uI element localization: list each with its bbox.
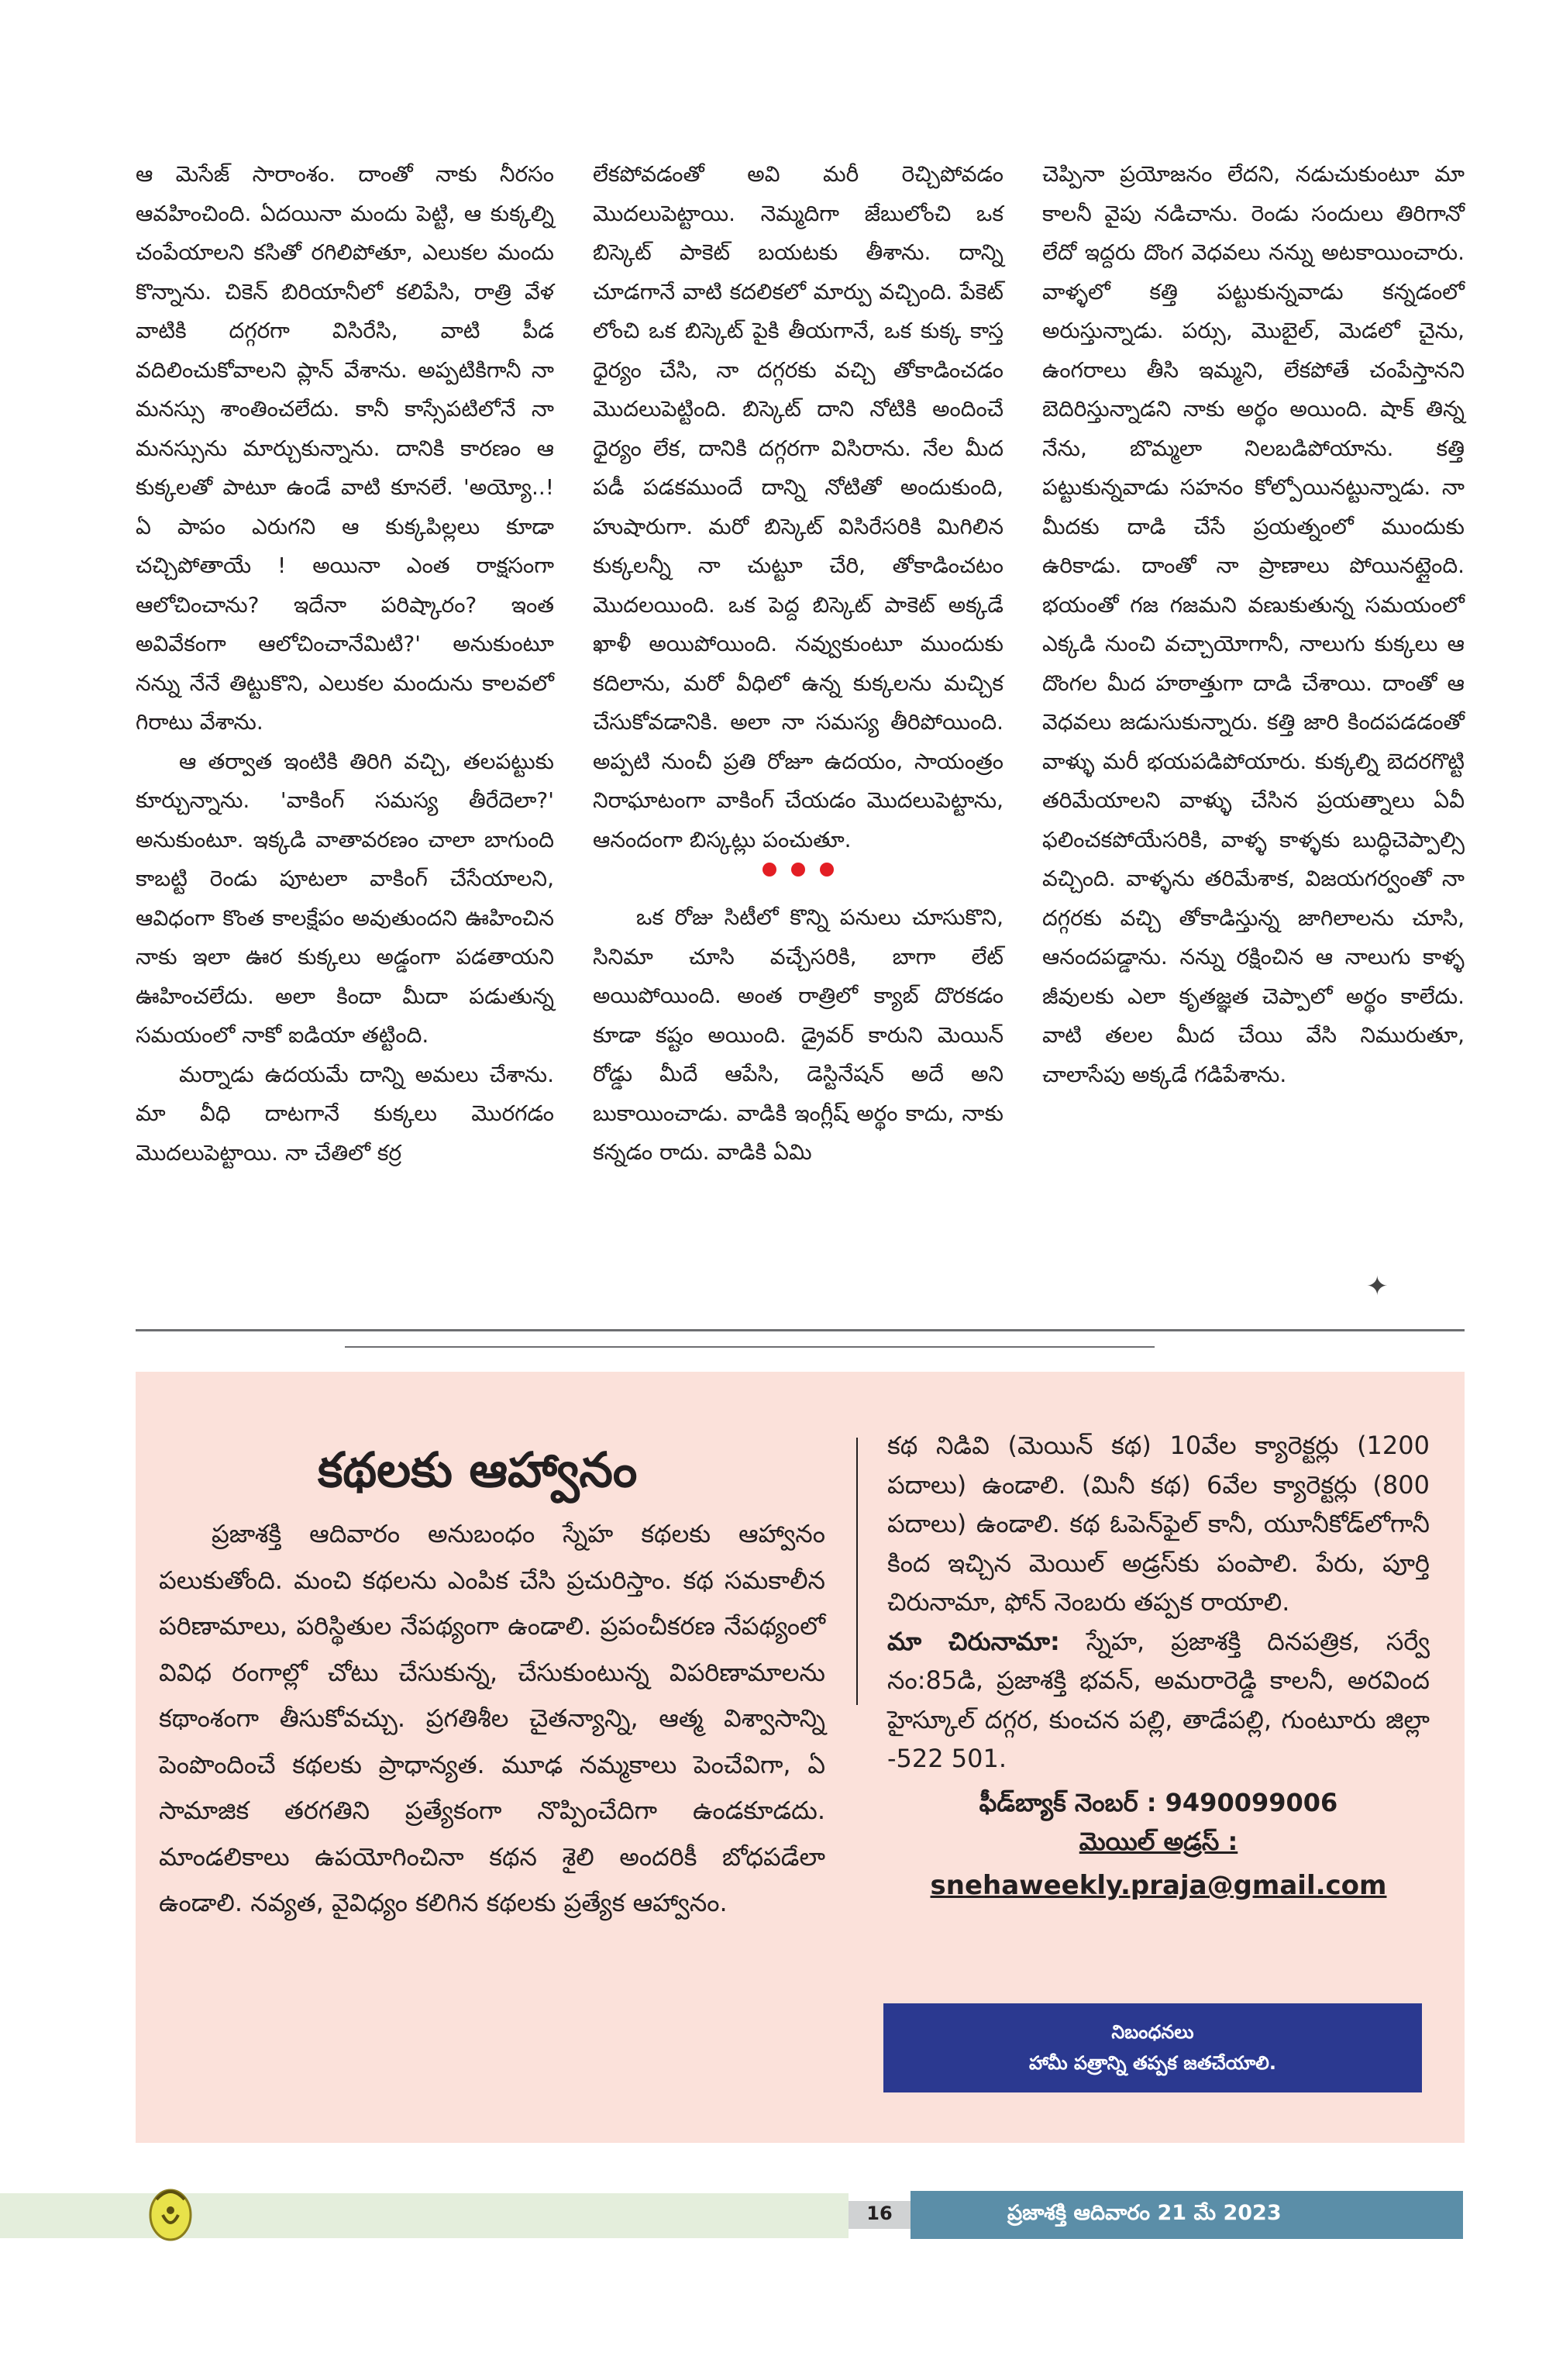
divider-line — [345, 1346, 1155, 1348]
feedback-number: ఫీడ్‌బ్యాక్ నెంబర్ : 9490099006 — [979, 1787, 1338, 1817]
story-column-3 — [1042, 155, 1465, 1094]
red-dot-icon — [763, 863, 776, 877]
story-paragraph: చెప్పినా ప్రయోజనం లేదని, నడుచుకుంటూ మా కాలనీ వైపు నడిచాను. రెండు సందులు తిరిగానో లేదో ఇద్దరు దొంగ వెధవలు నన్ను అటకాయించారు. వాళ్ళలో కత్తి పట్టుకున్నవాడు కన్నడంలో అరుస్తున్నాడు. పర్సు, మొబైల్, మెడలో చైను, ఉంగరాలు తీసి ఇమ్మని, లేకపోతే చంపేస్తానని బెదిరిస్తున్నాడని నాకు అర్థం అయింది. షాక్ తిన్న నేను, బొమ్మలా నిలబడిపోయాను. కత్తి పట్టుకున్నవాడు సహనం కోల్పోయినట్టున్నాడు. నా మీదకు దాడి చేసే ప్రయత్నంలో ముందుకు ఉరికాడు. దాంతో నా ప్రాణాలు పోయినట్లైంది. భయంతో గజ గజమని వణుకుతున్న సమయంలో ఎక్కడి నుంచి వచ్చాయోగానీ, నాలుగు కుక్కలు ఆ దొంగల మీద హఠాత్తుగా దాడి చేశాయి. దాంతో ఆ వెధవలు జడుసుకున్నారు. కత్తి జారి కిందపడడంతో వాళ్ళు మరీ భయపడిపోయారు. కుక్కల్ని బెదరగొట్టి తరిమేయాలని వాళ్ళు చేసిన ప్రయత్నాలు ఏవీ ఫలించకపోయేసరికి, వాళ్ళ కాళ్ళకు బుద్ధిచెప్పాల్సి వచ్చింది. వాళ్ళను తరిమేశాక, విజయగర్వంతో నా దగ్గరకు వచ్చి తోకాడిస్తున్న జాగిలాలను చూసి, ఆనందపడ్డాను. నన్ను రక్షించిన ఆ నాలుగు కాళ్ళ జీవులకు ఎలా కృతజ్ఞత చెప్పాలో అర్థం కాలేదు. వాటి తలల మీద చేయి వేసి నిమురుతూ, చాలాసేపు అక్కడే గడిపేశాను. — [1042, 161, 1465, 1087]
page-number: 16 — [866, 2203, 893, 2224]
story-end-star-icon: ✦ — [1366, 1271, 1389, 1302]
story-paragraph: ఒక రోజు సిటీలో కొన్ని పనులు చూసుకొని, సినిమా చూసి వచ్చేసరికి, బాగా లేట్ అయిపోయింది. అంత రాత్రిలో క్యాబ్ దొరకడం కూడా కష్టం అయింది. డ్రైవర్ కారుని మెయిన్ రోడ్డు మీదే ఆపేసి, డెస్టినేషన్ అదే అని బుకాయించాడు. వాడికి ఇంగ్లీష్ అర్థం కాదు, నాకు కన్నడం రాదు. వాడికి ఏమి — [593, 904, 1003, 1165]
red-dot-icon — [791, 863, 805, 877]
mail-link[interactable]: snehaweekly.praja@gmail.com — [930, 1869, 1387, 1901]
invitation-body — [159, 1511, 825, 1927]
address-text — [887, 1622, 1430, 1779]
divider-line — [136, 1329, 1465, 1331]
mail-label — [887, 1822, 1430, 1862]
invitation-text: ప్రజాశక్తి ఆదివారం అనుబంధం స్నేహ కథలకు ఆహ్వానం పలుకుతోంది. మంచి కథలను ఎంపిక చేసి ప్రచురిస్తాం. కథ సమకాలీన పరిణామాలు, పరిస్థితుల నేపథ్యంగా ఉండాలి. ప్రపంచీకరణ నేపథ్యంలో వివిధ రంగాల్లో చోటు చేసుకున్న, చేసుకుంటున్న విపరిణామాలను కథాంశంగా తీసుకోవచ్చు. ప్రగతిశీల చైతన్యాన్ని, ఆత్మ విశ్వాసాన్ని పెంపొందించే కథలకు ప్రాధాన్యత. మూఢ నమ్మకాలు పెంచేవిగా, ఏ సామాజిక తరగతిని ప్రత్యేకంగా నొప్పించేదిగా ఉండకూడదు. మాండలికాలు ఉపయోగించినా కథన శైలి అందరికీ బోధపడేలా ఉండాలి. నవ్యత, వైవిధ్యం కలిగిన కథలకు ప్రత్యేక ఆహ్వానం. — [159, 1519, 825, 1917]
length-rule-text: కథ నిడివి (మెయిన్ కథ) 10వేల క్యారెక్టర్లు (1200 పదాలు) ఉండాలి. (మినీ కథ) 6వేల క్యారెక్టర్లు (800 పదాలు) ఉండాలి. కథ ఓపెన్‌ఫైల్ కానీ, యూనీకోడ్‌లోగానీ కింద ఇచ్చిన మెయిల్ అడ్రస్‌కు పంపాలి. పేరు, పూర్తి చిరునామా, ఫోన్ నెంబరు తప్పక రాయాలి. — [887, 1431, 1430, 1617]
story-paragraph: ఆ తర్వాత ఇంటికి తిరిగి వచ్చి, తలపట్టుకు కూర్చున్నాను. 'వాకింగ్ సమస్య తీరేదెలా?' అనుకుంటూ. ఇక్కడి వాతావరణం చాలా బాగుంది కాబట్టి రెండు పూటలా వాకింగ్ చేసేయాలని, ఆవిధంగా కొంత కాలక్షేపం అవుతుందని ఊహించిన నాకు ఇలా ఊర కుక్కలు అడ్డంగా పడతాయని ఊహించలేదు. అలా కిందా మీదా పడుతున్న సమయంలో నాకో ఐడియా తట్టింది. — [136, 748, 554, 1048]
story-paragraph: ఆ మెసేజ్ సారాంశం. దాంతో నాకు నీరసం ఆవహించింది. ఏదయినా మందు పెట్టి, ఆ కుక్కల్ని చంపేయాలని కసితో రగిలిపోతూ, ఎలుకల మందు కొన్నాను. చికెన్ బిరియానీలో కలిపేసి, రాత్రి వేళ వాటికి దగ్గరగా విసిరేసి, వాటి పీడ వదిలించుకోవాలని ప్లాన్ వేశాను. అప్పటికిగానీ నా మనస్సు శాంతించలేదు. కానీ కాస్సేపటిలోనే నా మనస్సును మార్చుకున్నాను. దానికి కారణం ఆ కుక్కలతో పాటూ ఉండే వాటి కూనలే. 'అయ్యో..! ఏ పాపం ఎరుగని ఆ కుక్కపిల్లలు కూడా చచ్చిపోతాయే ! అయినా ఎంత రాక్షసంగా ఆలోచించాను? ఇదేనా పరిష్కారం? ఇంత అవివేకంగా ఆలోచించానేమిటి?' అనుకుంటూ నన్ను నేనే తిట్టుకొని, ఎలుకల మందును కాలవలో గిరాటు వేశాను. — [136, 161, 554, 735]
rules-text: హామీ పత్రాన్ని తప్పక జతచేయాలి. — [1028, 2052, 1277, 2074]
vertical-divider — [856, 1438, 858, 1705]
address-value: స్నేహ, ప్రజాశక్తి దినపత్రిక, సర్వే నం:85డి, ప్రజాశక్తి భవన్, అమరారెడ్డి కాలనీ, అరవింద హైస్కూల్ దగ్గర, కుంచన పల్లి, తాడేపల్లి, గుంటూరు జిల్లా -522 501. — [887, 1626, 1430, 1773]
mail-label-text: మెయిల్ అడ్రస్ : — [1079, 1827, 1238, 1856]
publication-info: ప్రజాశక్తి ఆదివారం 21 మే 2023 — [1007, 2201, 1282, 2225]
section-break-dots — [593, 863, 1003, 898]
red-dot-icon — [820, 863, 834, 877]
invitation-title: కథలకు ఆహ్వానం — [318, 1441, 638, 1498]
mail-address — [887, 1866, 1430, 1906]
address-label: మా చిరునామా: — [887, 1626, 1060, 1656]
invitation-details — [887, 1426, 1430, 1905]
rules-box — [883, 2003, 1422, 2092]
rules-title: నిబంధనలు — [1111, 2021, 1194, 2043]
magazine-logo-icon — [139, 2176, 201, 2246]
story-column-2 — [593, 155, 1003, 1173]
story-column-1 — [136, 155, 554, 1173]
footer-band — [0, 2193, 849, 2238]
story-paragraph: లేకపోవడంతో అవి మరీ రెచ్చిపోవడం మొదలుపెట్టాయి. నెమ్మదిగా జేబులోంచి ఒక బిస్కెట్ పాకెట్ బయటకు తీశాను. దాన్ని చూడగానే వాటి కదలికలో మార్పు వచ్చింది. పేకెట్ లోంచి ఒక బిస్కెట్ పైకి తీయగానే, ఒక కుక్క కాస్త ధైర్యం చేసి, నా దగ్గరకు వచ్చి తోకాడించడం మొదలుపెట్టింది. బిస్కెట్ దాని నోటికి అందించే ధైర్యం లేక, దానికి దగ్గరగా విసిరాను. నేల మీద పడీ పడకముందే దాన్ని నోటితో అందుకుంది, హుషారుగా. మరో బిస్కెట్ విసిరేసరికి మిగిలిన కుక్కలన్నీ నా చుట్టూ చేరి, తోకాడించటం మొదలయింది. ఒక పెద్ద బిస్కెట్ పాకెట్ అక్కడే ఖాళీ అయిపోయింది. నవ్వుకుంటూ ముందుకు కదిలాను, మరో వీధిలో ఉన్న కుక్కలను మచ్చిక చేసుకోవడానికి. అలా నా సమస్య తీరిపోయింది. అప్పటి నుంచీ ప్రతి రోజూ ఉదయం, సాయంత్రం నిరాఘాటంగా వాకింగ్ చేయడం మొదలుపెట్టాను, ఆనందంగా బిస్కట్లు పంచుతూ. — [593, 161, 1003, 852]
story-paragraph: మర్నాడు ఉదయమే దాన్ని అమలు చేశాను. మా వీధి దాటగానే కుక్కలు మొరగడం మొదలుపెట్టాయి. నా చేతిలో కర్ర — [136, 1061, 554, 1166]
